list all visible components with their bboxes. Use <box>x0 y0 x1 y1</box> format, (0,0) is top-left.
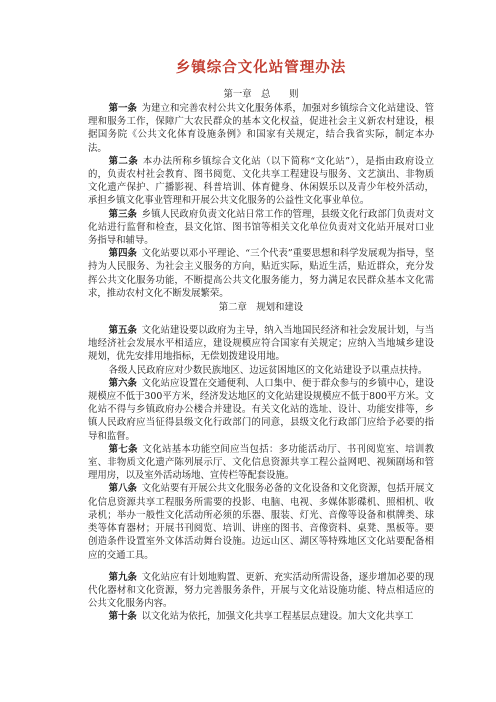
article-text: 乡镇人民政府负责文化站日常工作的管理，县级文化行政部门负责对文化站进行监督和检查，县文化馆、图书馆等相关文化单位负责对文化站开展对口业务指导和辅导。 <box>88 208 434 247</box>
article-4 <box>88 247 434 300</box>
article-text: 各级人民政府应对少数民族地区、边远贫困地区的文化站建设予以重点扶持。 <box>108 364 428 376</box>
document-title: 乡镇综合文化站管理办法 <box>175 59 347 76</box>
article-1 <box>88 102 434 155</box>
article-label: 第九条 <box>108 571 137 583</box>
article-label: 第十条 <box>108 611 137 623</box>
article-text: 以文化站为依托，加强文化共享工程基层点建设。加大文化共享工 <box>141 611 414 623</box>
article-label: 第四条 <box>108 248 137 260</box>
article-5-paragraph-2 <box>88 364 434 377</box>
chapter-heading-1: 第一章 总 则 <box>223 89 299 100</box>
article-7 <box>88 443 434 483</box>
article-text: 文化站基本功能空间应当包括：多功能活动厅、书刊阅览室、培训教室、非物质文化遗产陈列展示厅、文化信息资源共享工程公益网吧、视频剧场和管理用房，以及室外活动场地、宣传栏等配套设施。 <box>88 443 434 482</box>
spacer <box>88 562 434 571</box>
article-label: 第五条 <box>108 325 137 337</box>
chapter-heading-2: 第二章 规划和建设 <box>218 302 304 314</box>
article-2 <box>88 155 434 208</box>
article-6 <box>88 377 434 443</box>
article-10 <box>88 610 434 623</box>
spacer <box>88 315 434 324</box>
article-label: 第六条 <box>108 377 137 389</box>
article-text: 文化站应有计划地购置、更新、充实活动所需设备，逐步增加必要的现代化器材和文化资源，努力完善服务条件，开展与文化站设施功能、特点相适应的公共文化服务内容。 <box>88 571 434 610</box>
article-label: 第二条 <box>108 155 139 167</box>
article-5 <box>88 324 434 364</box>
article-text: 文化站应设置在交通便利、人口集中、便于群众参与的乡镇中心，建设规模应不低于300平方米，经济发达地区的文化站建设规模应不低于800平方米。文化站不得与乡镇政府办公楼合并建设。有关文化站的选址、设计、功能安排等，乡镇人民政府应当征得县级文化行政部门的同意，县级文化行政部门应给予必要的指导和监督。 <box>88 377 434 442</box>
article-label: 第七条 <box>108 443 138 455</box>
article-text: 本办法所称乡镇综合文化站（以下简称“文化站”），是指由政府设立的，负责农村社会教育、图书阅览、文化共享工程建设与服务、文艺演出、非物质文化遗产保护、广播影视、科普培训、体育健身、休闲娱乐以及青少年校外活动，承担乡镇文化事业管理和开展公共文化服务的公益性文化事业单位。 <box>88 155 434 207</box>
article-text: 为建立和完善农村公共文化服务体系，加强对乡镇综合文化站建设、管理和服务工作，保障广大农民群众的基本文化权益，促进社会主义新农村建设，根据国务院《公共文化体育设施条例》和国家有关规定，结合我省实际，制定本办法。 <box>88 103 434 154</box>
article-label: 第八条 <box>108 483 137 495</box>
article-label: 第一条 <box>108 103 137 114</box>
article-9 <box>88 571 434 611</box>
article-label: 第三条 <box>108 208 137 220</box>
article-text: 文化站要有开展公共文化服务必备的文化设备和文化资源，包括开展文化信息资源共享工程服务所需要的投影、电脑、电视、多媒体影碟机、照相机、收录机；举办一般性文化活动所必须的乐器、服装、灯光、音像等设备和棋牌类、球类等体育器材；开展书刊阅览、培训、讲座的图书、音像资料、桌凳、黑板等。要创造条件设置室外文体活动舞台设施。边远山区、湖区等特殊地区文化站要配备相应的交通工具。 <box>88 483 434 561</box>
article-8 <box>88 482 434 561</box>
article-text: 文化站要以邓小平理论、“三个代表”重要思想和科学发展观为指导，坚持为人民服务、为社会主义服务的方向，贴近实际，贴近生活，贴近群众，充分发挥公共文化服务功能，不断提高公共文化服务能力，努力满足农民群众基本文化需求，推动农村文化不断发展繁荣。 <box>88 248 434 299</box>
article-3 <box>88 208 434 248</box>
article-text: 文化站建设要以政府为主导，纳入当地国民经济和社会发展计划，与当地经济社会发展水平相适应，建设规模应符合国家有关规定；应纳入当地城乡建设规划，优先安排用地指标，无偿划拨建设用地。 <box>88 325 434 363</box>
